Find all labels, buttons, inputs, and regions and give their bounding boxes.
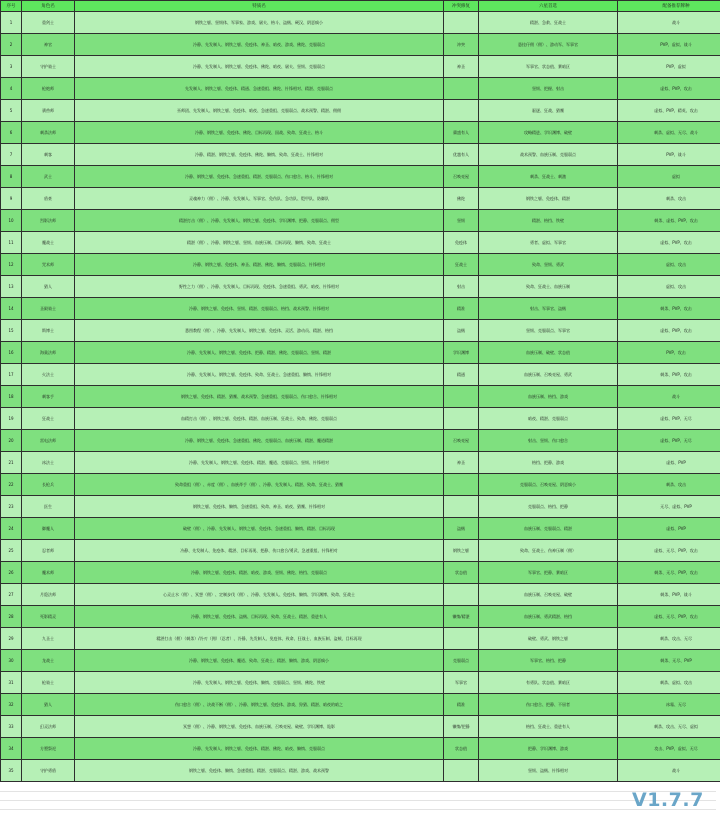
cell-recommended[interactable]: 战斗 <box>618 760 720 782</box>
cell-six-star[interactable]: 军事官、状态值、赛暗区 <box>479 56 618 78</box>
cell-traits[interactable]: 冷静、先发制人、钢铁之躯、免疫体、佛陀、暗夜、屠夫、坚韧、克服弱点 <box>75 56 444 78</box>
cell-conflict[interactable]: 状态值 <box>444 562 479 584</box>
cell-no[interactable]: 32 <box>1 694 22 716</box>
cell-traits[interactable]: 钢铁之躯、坚韧体、军事家、游戏、屠夫、格斗、盗贼、硬汉、阴恶疯小 <box>75 12 444 34</box>
table-row <box>1 562 720 584</box>
table-row <box>1 78 720 100</box>
cell-no[interactable]: 14 <box>1 298 22 320</box>
cell-conflict[interactable]: 盗贼 <box>444 518 479 540</box>
cell-six-star[interactable]: 勇者、虚拟、军事官 <box>479 232 618 254</box>
cell-no[interactable]: 2 <box>1 34 22 56</box>
cell-no[interactable]: 29 <box>1 628 22 650</box>
cell-recommended[interactable]: 刺杀、虚拟、PVP、攻击 <box>618 210 720 232</box>
cell-recommended[interactable]: 刺杀、攻击 <box>618 474 720 496</box>
table-row <box>1 540 720 562</box>
header-six-star[interactable]: 六星首选 <box>479 1 618 12</box>
cell-name[interactable]: 刺客手 <box>22 386 75 408</box>
cell-six-star[interactable]: 精湛、急救、狂战士 <box>479 12 618 34</box>
cell-traits[interactable]: 冷静、钢铁之躯、免疫体、坚韧、精湛、克服弱点、格挡、战术预警、针锋相对 <box>75 298 444 320</box>
cell-no[interactable]: 16 <box>1 342 22 364</box>
empty-rows <box>0 787 716 815</box>
table-row <box>1 56 720 78</box>
cell-conflict[interactable]: 盗贼 <box>444 320 479 342</box>
cell-traits[interactable]: 巫师团、先发制人、钢铁之躯、免疫体、暗夜、急速重组、克服弱点、战术预警、精湛、佣佣 <box>75 100 444 122</box>
cell-conflict[interactable] <box>444 584 479 606</box>
cell-name[interactable]: 驯兽师 <box>22 100 75 122</box>
table-row <box>1 716 720 738</box>
cell-name[interactable]: 方塑祭祀 <box>22 738 75 760</box>
table-row <box>1 738 720 760</box>
cell-traits[interactable]: 钢铁之躯、免疫体、懒惰、急速重组、精湛、克服弱点、精湛、游戏、战术预警 <box>75 760 444 782</box>
table-row <box>1 584 720 606</box>
table-row <box>1 188 720 210</box>
cell-traits[interactable]: 致命重组（佣）、赤度（佣）、血族斧手（佣）、冷静、先发制人、精湛、致命、狂战士、猎鹰 <box>75 474 444 496</box>
cell-name[interactable]: 烈影法师 <box>22 210 75 232</box>
table-row <box>1 364 720 386</box>
cell-name[interactable]: 枪骑士 <box>22 672 75 694</box>
cell-traits[interactable]: 冷静、先发制人、钢铁之躯、免疫体、把静、精湛、佛陀、克服弱点、坚韧、精湛 <box>75 342 444 364</box>
cell-name[interactable]: 重剑士 <box>22 12 75 34</box>
cell-recommended[interactable]: 战斗 <box>618 12 720 34</box>
cell-name[interactable]: 斯博士 <box>22 320 75 342</box>
cell-six-star[interactable]: 悬挂仔佣（佣）、游动军、军事官 <box>479 34 618 56</box>
header-recommended[interactable]: 配备推荐牌种 <box>618 1 720 12</box>
cell-recommended[interactable]: 虚拟 <box>618 166 720 188</box>
cell-traits[interactable]: 冷静、先发制人、钢铁之躯、免疫体、精湛、佛陀、暗夜、懒惰、克服弱点 <box>75 738 444 760</box>
cell-conflict[interactable] <box>444 474 479 496</box>
cell-recommended[interactable]: 虚拟、PVP <box>618 452 720 474</box>
cell-name[interactable]: 守护勇盾 <box>22 760 75 782</box>
cell-traits[interactable]: 冷静、精湛、钢铁之躯、免疫体、佛陀、懒惰、致命、狂战士、针锋相对 <box>75 144 444 166</box>
cell-name[interactable]: 海巢法师 <box>22 342 75 364</box>
cell-six-star[interactable]: 军事官、格挡、把静 <box>479 650 618 672</box>
cell-six-star[interactable]: 精湛、格挡、铁壁 <box>479 210 618 232</box>
cell-recommended[interactable]: 虚拟、PVP <box>618 518 720 540</box>
cell-traits[interactable]: 破壁（佣）、冷静、先发制人、钢铁之躯、免疫体、急速重组、懒惰、精湛、目标再现 <box>75 518 444 540</box>
cell-six-star[interactable]: 血族压制、勇武精湛、格挡 <box>479 606 618 628</box>
cell-recommended[interactable]: 战斗 <box>618 386 720 408</box>
cell-recommended[interactable]: 虚拟、攻击 <box>618 254 720 276</box>
cell-conflict[interactable]: 冲突 <box>444 34 479 56</box>
cell-no[interactable]: 5 <box>1 100 22 122</box>
header-row <box>1 1 720 12</box>
cell-conflict[interactable]: 精准 <box>444 298 479 320</box>
cell-name[interactable]: 盾豪 <box>22 188 75 210</box>
cell-traits[interactable]: 冷静、先发制人、钢铁之躯、免疫体、懒惰、克服弱点、坚韧、佛陀、铁壁 <box>75 672 444 694</box>
table-row <box>1 672 720 694</box>
cell-traits[interactable]: 精湛打击（佣）（刺杀）/冷刃（佣）（忍者）、冷静、先发制人、免疫体、致命、狂战士、血族压制、盗贼、目标再现 <box>75 628 444 650</box>
cell-six-star[interactable]: 伤口愈合、把静、不屈者 <box>479 694 618 716</box>
cell-six-star[interactable]: 血族压制、格挡、游戏 <box>479 386 618 408</box>
cell-no[interactable]: 8 <box>1 166 22 188</box>
cell-six-star[interactable]: 军事官、把静、赛暗区 <box>479 562 618 584</box>
cell-recommended[interactable]: 攻击、PVP、虚拟、无尽 <box>618 738 720 760</box>
cell-conflict[interactable]: 精准 <box>444 694 479 716</box>
cell-no[interactable]: 22 <box>1 474 22 496</box>
cell-recommended[interactable]: 刺杀、虚拟、攻击 <box>618 672 720 694</box>
cell-six-star[interactable]: 破壁、勇武、钢铁之躯 <box>479 628 618 650</box>
cell-traits[interactable]: 冥想（佣）、冷静、钢铁之躯、免疫体、血族压制、召唤亮屋、破壁、学识渊博、诡影 <box>75 716 444 738</box>
cell-recommended[interactable]: 无尽、虚拟、PVP <box>618 496 720 518</box>
cell-six-star[interactable]: 格挡、把静、游戏 <box>479 452 618 474</box>
cell-traits[interactable]: 冷静、钢铁之躯、免疫体、佛陀、目标再现、国战、致命、狂战士、格斗 <box>75 122 444 144</box>
cell-name[interactable]: 武士 <box>22 166 75 188</box>
table-row <box>1 210 720 232</box>
cell-six-star[interactable]: 克服弱点、召唤亮屋、阴恶疯小 <box>479 474 618 496</box>
cell-name[interactable]: 咒术师 <box>22 254 75 276</box>
cell-name[interactable]: 冰法士 <box>22 452 75 474</box>
cell-six-star[interactable]: 钢铁之躯、免疫体、精湛 <box>479 188 618 210</box>
cell-name[interactable]: 医生 <box>22 496 75 518</box>
cell-recommended[interactable]: PVP、战斗 <box>618 144 720 166</box>
cell-no[interactable]: 20 <box>1 430 22 452</box>
cell-six-star[interactable]: 刺杀、狂战士、刺激 <box>479 166 618 188</box>
table-row <box>1 694 720 716</box>
cell-conflict[interactable]: 优越有人 <box>444 144 479 166</box>
cell-six-star[interactable]: 有勇队、状态值、赛暗区 <box>479 672 618 694</box>
cell-six-star[interactable]: 血族压制、召唤亮屋、勇武 <box>479 364 618 386</box>
cell-recommended[interactable]: 冰霜、无尽 <box>618 694 720 716</box>
header-no[interactable]: 序号 <box>1 1 22 12</box>
cell-conflict[interactable] <box>444 760 479 782</box>
cell-no[interactable]: 13 <box>1 276 22 298</box>
cell-conflict[interactable]: 神圣 <box>444 56 479 78</box>
cell-traits[interactable]: 野性之力（佣）、冷静、先发制人、目标再现、免疫体、急速重组、勇武、暗夜、针锋相对 <box>75 276 444 298</box>
cell-recommended[interactable]: 虚拟、PVP、无尽 <box>618 408 720 430</box>
cell-traits[interactable]: 冷静、钢铁之躯、免疫体、神圣、精湛、佛陀、懒惰、克服弱点、针锋相对 <box>75 254 444 276</box>
cell-conflict[interactable]: 懒惰/把静 <box>444 716 479 738</box>
cell-conflict[interactable]: 召唤亮屋 <box>444 166 479 188</box>
cell-conflict[interactable] <box>444 408 479 430</box>
table-row <box>1 276 720 298</box>
cell-name[interactable]: 枪炮师 <box>22 78 75 100</box>
table-row <box>1 100 720 122</box>
cell-no[interactable]: 9 <box>1 188 22 210</box>
header-name[interactable]: 角色名 <box>22 1 75 12</box>
cell-name[interactable]: 守护骑士 <box>22 56 75 78</box>
cell-recommended[interactable]: 刺杀、虚拟、无尽、战斗 <box>618 122 720 144</box>
cell-name[interactable]: 御魔人 <box>22 518 75 540</box>
cell-six-star[interactable]: 致命、狂战士、伤神压制（佣） <box>479 540 618 562</box>
cell-recommended[interactable]: 虚拟、无尽、PVP、攻击 <box>618 540 720 562</box>
cell-no[interactable]: 17 <box>1 364 22 386</box>
cell-name[interactable]: 魔术师 <box>22 562 75 584</box>
table-row <box>1 232 720 254</box>
cell-name[interactable]: 神官 <box>22 34 75 56</box>
cell-recommended[interactable]: PVP、虚拟 <box>618 56 720 78</box>
cell-six-star[interactable]: 坚韧、克服弱点、军事官 <box>479 320 618 342</box>
table-row <box>1 408 720 430</box>
cell-conflict[interactable]: 懒惰/精湛 <box>444 606 479 628</box>
cell-traits[interactable]: 冷静、钢铁之躯、免疫体、精湛、暗夜、游戏、坚韧、佛陀、格挡、克服弱点 <box>75 562 444 584</box>
cell-no[interactable]: 18 <box>1 386 22 408</box>
header-traits[interactable]: 特质名 <box>75 1 444 12</box>
cell-recommended[interactable]: 刺杀、攻击、无尽、虚拟 <box>618 716 720 738</box>
cell-six-star[interactable]: 射击、坚韧、伤口愈合 <box>479 430 618 452</box>
cell-recommended[interactable]: 虚拟、PVP、精英、攻击 <box>618 100 720 122</box>
cell-six-star[interactable]: 格挡、狂战士、重进有人 <box>479 716 618 738</box>
cell-name[interactable]: 圣殿骑士 <box>22 298 75 320</box>
cell-no[interactable]: 31 <box>1 672 22 694</box>
cell-no[interactable]: 11 <box>1 232 22 254</box>
table-row <box>1 320 720 342</box>
cell-no[interactable]: 34 <box>1 738 22 760</box>
cell-recommended[interactable]: 刺杀、无尽、PVP <box>618 650 720 672</box>
cell-conflict[interactable]: 佛陀 <box>444 188 479 210</box>
cell-conflict[interactable] <box>444 628 479 650</box>
cell-name[interactable]: 猎人 <box>22 694 75 716</box>
cell-no[interactable]: 15 <box>1 320 22 342</box>
table-row <box>1 496 720 518</box>
table-row <box>1 474 720 496</box>
cell-no[interactable]: 10 <box>1 210 22 232</box>
cell-no[interactable]: 1 <box>1 12 22 34</box>
cell-six-star[interactable]: 战术预警、血族压制、克服弱点 <box>479 144 618 166</box>
cell-six-star[interactable]: 致命、坚韧、勇武 <box>479 254 618 276</box>
cell-name[interactable]: 龙战士 <box>22 650 75 672</box>
cell-no[interactable]: 28 <box>1 606 22 628</box>
cell-traits[interactable]: 钢铁之躯、免疫体、精湛、猎鹰、战术预警、急速重组、克服弱点、伤口愈合、针锋相对 <box>75 386 444 408</box>
cell-traits[interactable]: 冷静、先发制人、免疫体、精湛、目标再现、把静、伤口愈合/勇武、急速重组、针锋相对 <box>75 540 444 562</box>
cell-conflict[interactable] <box>444 386 479 408</box>
version-label: V1.7.7 <box>632 789 704 811</box>
cell-conflict[interactable]: 召唤亮屋 <box>444 430 479 452</box>
cell-recommended[interactable]: 刺杀、攻击、无尽 <box>618 628 720 650</box>
cell-six-star[interactable]: 暗夜、精湛、克服弱点 <box>479 408 618 430</box>
cell-six-star[interactable]: 血族压制、克服弱点、精湛 <box>479 518 618 540</box>
cell-conflict[interactable]: 免疫体 <box>444 232 479 254</box>
cell-conflict[interactable]: 克服弱点 <box>444 650 479 672</box>
cell-no[interactable]: 21 <box>1 452 22 474</box>
cell-no[interactable]: 27 <box>1 584 22 606</box>
cell-six-star[interactable]: 攻略精进、学识渊博、破壁 <box>479 122 618 144</box>
cell-traits[interactable]: 先发制人、钢铁之躯、免疫体、精通、急速重组、佛陀、针锋相对、精湛、克服弱点 <box>75 78 444 100</box>
cell-name[interactable]: 忍者师 <box>22 540 75 562</box>
cell-traits[interactable]: 冷静、钢铁之躯、免疫体、盗贼、目标再现、致命、狂战士、精湛、重进有人 <box>75 606 444 628</box>
cell-no[interactable]: 7 <box>1 144 22 166</box>
cell-conflict[interactable]: 坚韧 <box>444 210 479 232</box>
cell-traits[interactable]: 冷静、先发制人、钢铁之躯、免疫体、致命、狂战士、急速重组、懒惰、针锋相对 <box>75 364 444 386</box>
table-row <box>1 166 720 188</box>
cell-name[interactable]: 死影精灵 <box>22 606 75 628</box>
cell-recommended[interactable]: 刺杀、PVP、战斗 <box>618 584 720 606</box>
cell-traits[interactable]: 冷静、先发制人、钢铁之躯、免疫体、神圣、暗夜、游戏、佛陀、克服弱点 <box>75 34 444 56</box>
table-row <box>1 606 720 628</box>
cell-traits[interactable]: 钢铁之躯、免疫体、懒惰、急速重组、致命、神圣、暗夜、猎鹰、针锋相对 <box>75 496 444 518</box>
cell-name[interactable]: 魔战士 <box>22 232 75 254</box>
cell-no[interactable]: 35 <box>1 760 22 782</box>
cell-conflict[interactable]: 状态值 <box>444 738 479 760</box>
cell-conflict[interactable] <box>444 12 479 34</box>
table-row <box>1 650 720 672</box>
cell-no[interactable]: 3 <box>1 56 22 78</box>
cell-no[interactable]: 33 <box>1 716 22 738</box>
table-row <box>1 12 720 34</box>
cell-name[interactable]: 狂战士 <box>22 408 75 430</box>
cell-name[interactable]: 火法士 <box>22 364 75 386</box>
cell-traits[interactable]: 血精打击（佣）、钢铁之躯、免疫体、精湛、血族压制、狂战士、致命、佛陀、克服弱点 <box>75 408 444 430</box>
cell-no[interactable]: 12 <box>1 254 22 276</box>
cell-traits[interactable]: 精湛打击（佣）、冷静、先发制人、钢铁之躯、免疫体、学识渊博、把静、克服弱点、佣型 <box>75 210 444 232</box>
cell-six-star[interactable]: 坚韧、把握、射击 <box>479 78 618 100</box>
cell-recommended[interactable]: 虚拟、攻击 <box>618 276 720 298</box>
cell-traits[interactable]: 冷静、先发制人、钢铁之躯、免疫体、精湛、魔道、克服弱点、坚韧、针锋相对 <box>75 452 444 474</box>
cell-conflict[interactable]: 神圣 <box>444 452 479 474</box>
cell-conflict[interactable]: 精通 <box>444 364 479 386</box>
cell-traits[interactable]: 冷静、钢铁之躯、免疫体、魔道、致命、狂战士、精湛、懒惰、游戏、阴恶疯小 <box>75 650 444 672</box>
cell-conflict[interactable] <box>444 78 479 100</box>
table-row <box>1 298 720 320</box>
cell-recommended[interactable]: 刺杀、攻击 <box>618 188 720 210</box>
cell-recommended[interactable]: PVP、攻击 <box>618 342 720 364</box>
cell-no[interactable]: 19 <box>1 408 22 430</box>
table-row <box>1 628 720 650</box>
table-row <box>1 452 720 474</box>
cell-conflict[interactable]: 冀盛有人 <box>444 122 479 144</box>
cell-traits[interactable]: 精湛（佣）、冷静、钢铁之躯、坚韧、血族压制、目标再现、懒惰、致命、狂战士 <box>75 232 444 254</box>
cell-recommended[interactable]: 虚拟、PVP、攻击 <box>618 78 720 100</box>
cell-recommended[interactable]: 刺杀、无尽、PVP、攻击 <box>618 562 720 584</box>
cell-traits[interactable]: 灵魂神力（佣）、冷静、先发制人、军事官、免伤队、急功队、铠甲队、防御队 <box>75 188 444 210</box>
table-row <box>1 254 720 276</box>
cell-six-star[interactable]: 坚韧、盗贼、针锋相对 <box>479 760 618 782</box>
cell-name[interactable]: 雷电法师 <box>22 430 75 452</box>
cell-no[interactable]: 23 <box>1 496 22 518</box>
table-row <box>1 122 720 144</box>
cell-name[interactable]: 刺杀法师 <box>22 122 75 144</box>
cell-traits[interactable]: 冷静、钢铁之躯、免疫体、急速重组、佛陀、克服弱点、血族压制、精湛、魔道精湛 <box>75 430 444 452</box>
cell-six-star[interactable]: 把静、学识渊博、游戏 <box>479 738 618 760</box>
cell-conflict[interactable]: 学识渊博 <box>444 342 479 364</box>
cell-conflict[interactable]: 钢铁之躯 <box>444 540 479 562</box>
table-body <box>1 12 720 782</box>
cell-traits[interactable]: 悉图教程（佣）、冷静、先发制人、钢铁之躯、免疫体、灵活、游动员、精湛、格挡 <box>75 320 444 342</box>
cell-conflict[interactable]: 狂战士 <box>444 254 479 276</box>
cell-conflict[interactable]: 军事官 <box>444 672 479 694</box>
cell-recommended[interactable]: 刺杀、PVP、攻击 <box>618 364 720 386</box>
cell-conflict[interactable]: 射击 <box>444 276 479 298</box>
table-row <box>1 386 720 408</box>
header-conflict[interactable]: 冲突修复 <box>444 1 479 12</box>
cell-no[interactable]: 6 <box>1 122 22 144</box>
cell-no[interactable]: 4 <box>1 78 22 100</box>
cell-traits[interactable]: 心灵止水（佣）、冥想（佣）、定制步伐（佣）、冷静、先发制人、免疫体、懒惰、学识渊博、致命、狂战士 <box>75 584 444 606</box>
cell-name[interactable]: 猎人 <box>22 276 75 298</box>
cell-name[interactable]: 刺客 <box>22 144 75 166</box>
cell-traits[interactable]: 冷静、钢铁之躯、免疫体、急速重组、精湛、克服弱点、伤口愈合、格斗、针锋相对 <box>75 166 444 188</box>
table-row <box>1 342 720 364</box>
table-row <box>1 430 720 452</box>
cell-traits[interactable]: 伤口愈合（佣）、决战不断（佣）、冷静、钢铁之躯、免疫体、游戏、狩猎、精湛、暗夜的暗之 <box>75 694 444 716</box>
cell-recommended[interactable]: 虚拟、无尽、PVP、攻击 <box>618 606 720 628</box>
cell-recommended[interactable]: 虚拟、PVP、攻击 <box>618 320 720 342</box>
cell-name[interactable]: 长枪兵 <box>22 474 75 496</box>
cell-six-star[interactable]: 致命、狂战士、血族压制 <box>479 276 618 298</box>
cell-no[interactable]: 24 <box>1 518 22 540</box>
cell-conflict[interactable] <box>444 100 479 122</box>
cell-name[interactable]: 九圣士 <box>22 628 75 650</box>
cell-recommended[interactable]: PVP、虚拟、战斗 <box>618 34 720 56</box>
cell-no[interactable]: 26 <box>1 562 22 584</box>
cell-six-star[interactable]: 克服弱点、格挡、把静 <box>479 496 618 518</box>
table-row <box>1 760 720 782</box>
cell-recommended[interactable]: 虚拟、PVP、无尽 <box>618 430 720 452</box>
cell-conflict[interactable] <box>444 496 479 518</box>
cell-name[interactable]: 幻灵法师 <box>22 716 75 738</box>
table-row <box>1 518 720 540</box>
cell-recommended[interactable]: 刺杀、PVP、攻击 <box>618 298 720 320</box>
cell-six-star[interactable]: 驱逐、狂战、猎鹰 <box>479 100 618 122</box>
cell-six-star[interactable]: 射击、军事官、盗贼 <box>479 298 618 320</box>
cell-six-star[interactable]: 血族压制、召唤亮屋、破壁 <box>479 584 618 606</box>
cell-no[interactable]: 30 <box>1 650 22 672</box>
cell-recommended[interactable]: 虚拟、PVP、攻击 <box>618 232 720 254</box>
table-row <box>1 144 720 166</box>
cell-six-star[interactable]: 血族压制、破壁、状态值 <box>479 342 618 364</box>
cell-no[interactable]: 25 <box>1 540 22 562</box>
cell-name[interactable]: 月隐法师 <box>22 584 75 606</box>
table-row <box>1 34 720 56</box>
